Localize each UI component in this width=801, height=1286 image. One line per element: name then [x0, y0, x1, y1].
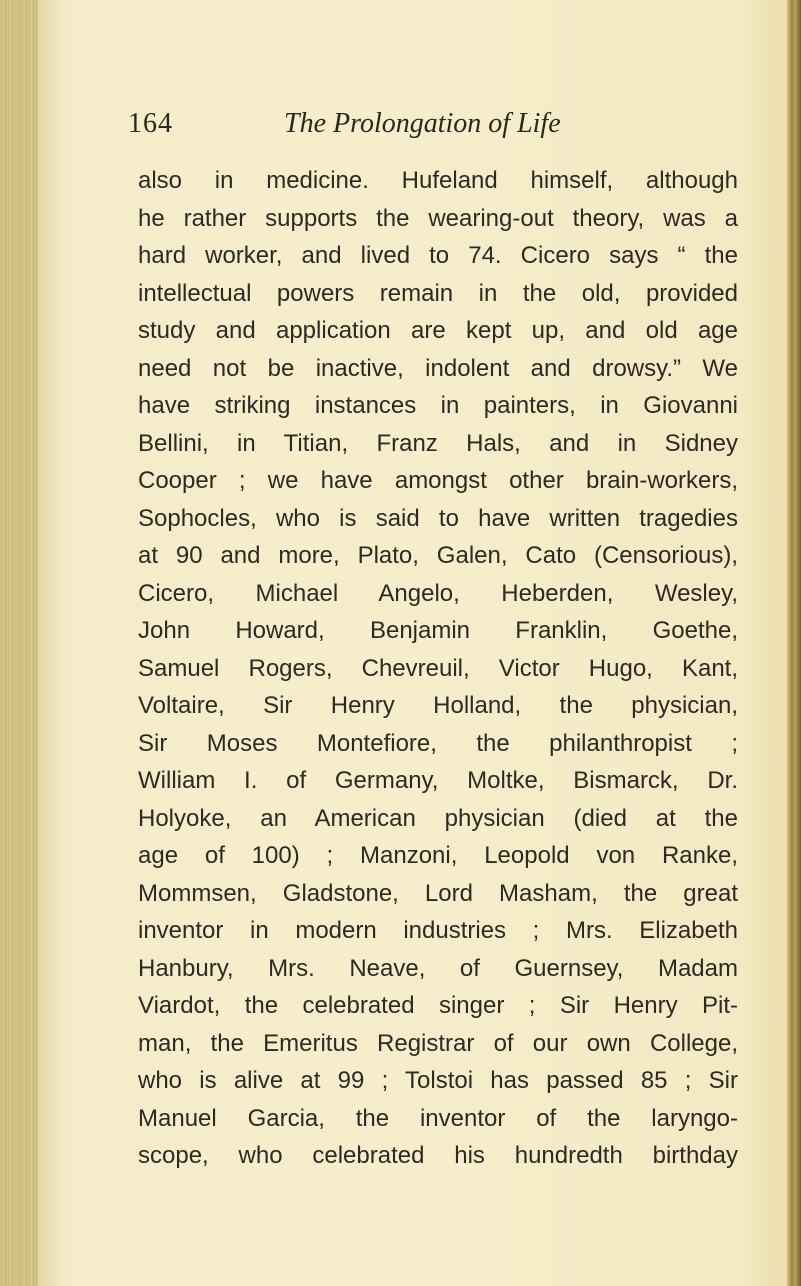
text-line: Cicero, Michael Angelo, Heberden, Wesley, [138, 579, 738, 607]
text-line: John Howard, Benjamin Franklin, Goethe, [138, 617, 738, 644]
text-line: Samuel Rogers, Chevreuil, Victor Hugo, Kant, [138, 654, 738, 682]
text-line: study and application are kept up, and old age [138, 317, 738, 344]
binding-gutter [0, 0, 38, 1286]
body-text [138, 162, 738, 1175]
text-line: William I. of Germany, Moltke, Bismarck, Dr. [138, 767, 738, 794]
text-line: Viardot, the celebrated singer ; Sir Henry Pit- [138, 992, 738, 1019]
text-line: scope, who celebrated his hundredth birthday [138, 1142, 738, 1169]
text-line: also in medicine. Hufeland himself, although [138, 167, 738, 194]
text-line: man, the Emeritus Registrar of our own College, [138, 1029, 738, 1057]
running-header [128, 108, 688, 148]
text-line: have striking instances in painters, in Giovanni [138, 392, 738, 419]
text-line: Sir Moses Montefiore, the philanthropist ; [138, 729, 738, 757]
text-line: intellectual powers remain in the old, provided [138, 279, 738, 307]
text-line: Cooper ; we have amongst other brain-workers, [138, 467, 738, 494]
text-line: he rather supports the wearing-out theory, was a [138, 204, 738, 232]
text-line: Mommsen, Gladstone, Lord Masham, the great [138, 879, 738, 907]
text-line: at 90 and more, Plato, Galen, Cato (Censorious), [138, 542, 738, 569]
text-line: Holyoke, an American physician (died at the [138, 804, 738, 832]
page-number: 164 [128, 108, 173, 139]
text-line: need not be inactive, indolent and drowsy.” We [138, 354, 738, 382]
text-line: who is alive at 99 ; Tolstoi has passed 85 ; Sir [138, 1067, 738, 1094]
text-line: hard worker, and lived to 74. Cicero says “ the [138, 242, 738, 269]
page-edge [787, 0, 801, 1286]
text-line: Hanbury, Mrs. Neave, of Guernsey, Madam [138, 954, 738, 982]
text-line: Sophocles, who is said to have written tragedies [138, 504, 738, 532]
text-line: age of 100) ; Manzoni, Leopold von Ranke, [138, 842, 738, 869]
text-line: Bellini, in Titian, Franz Hals, and in Sidney [138, 429, 738, 457]
gutter-shadow [38, 0, 68, 1286]
text-line: Voltaire, Sir Henry Holland, the physician, [138, 692, 738, 719]
running-title: The Prolongation of Life [284, 108, 561, 139]
text-line: inventor in modern industries ; Mrs. Elizabeth [138, 917, 738, 944]
text-line: Manuel Garcia, the inventor of the laryngo- [138, 1104, 738, 1132]
